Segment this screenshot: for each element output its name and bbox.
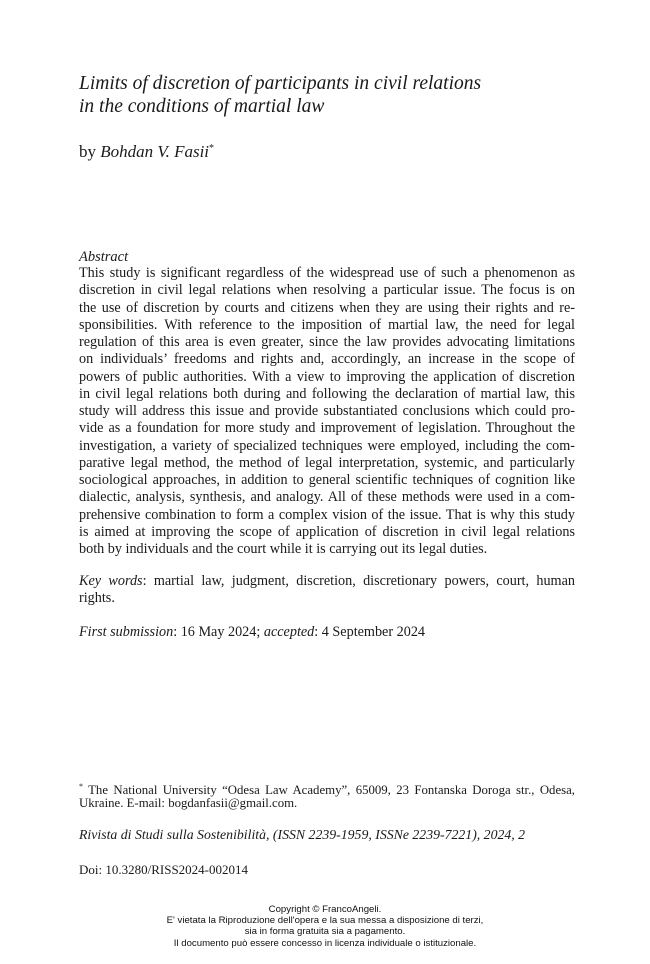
author-name: Bohdan V. Fasii	[100, 142, 210, 161]
abstract-line: on individuals’ freedoms and rights and, accordingly, an increase in the scope of	[79, 351, 575, 368]
keywords-list: : martial law, judgment, discretion, discretionary powers, court, human	[142, 573, 575, 589]
keywords-label: Key words	[79, 573, 143, 589]
copyright-line: sia in forma gratuita sia a pagamento.	[244, 926, 406, 938]
footnote-marker: *	[79, 782, 83, 791]
copyright-line: Copyright © FrancoAngeli.	[268, 904, 382, 915]
title-line: in the conditions of martial law	[79, 96, 325, 117]
abstract-text	[79, 265, 575, 558]
abstract-line: discretion in civil legal relations when resolving a particular issue. The focus is on	[79, 282, 575, 299]
abstract-line: This study is significant regardless of the widespread use of such a phenomenon as	[79, 265, 575, 281]
byline-prefix: by	[79, 142, 96, 161]
abstract-line: in civil legal relations both during and following the declaration of martial law, this	[79, 385, 575, 402]
abstract-line: vide as a foundation for more study and improvement of legislation. Throughout the	[79, 420, 575, 437]
abstract-line: dialectic, analysis, synthesis, and analogy. All of these methods were used in a com-	[79, 489, 575, 506]
keywords	[79, 573, 575, 608]
copyright-line: Il documento può essere concesso in licenza individuale o istituzionale.	[173, 937, 477, 949]
first-submission-label: First submission	[79, 624, 174, 640]
abstract-line: parative legal method, the method of legal interpretation, systemic, and particularly	[79, 454, 575, 471]
abstract-line: prehensive combination to form a complex vision of the issue. That is why this study	[79, 506, 575, 523]
copyright-notice	[0, 904, 650, 949]
accepted-label: accepted	[263, 624, 315, 640]
abstract-line: study will address this issue and provide substantiated conclusions which could pro-	[79, 403, 575, 419]
keywords-line-2: rights.	[79, 590, 115, 607]
title-line: Limits of discretion of participants in civil relations	[79, 73, 482, 94]
footnote-marker: *	[209, 143, 215, 154]
footnote-line	[79, 779, 575, 795]
abstract-line: investigation, a variety of specialized techniques were employed, including the com-	[79, 437, 575, 454]
doi: Doi: 10.3280/RISS2024-002014	[79, 862, 249, 877]
abstract-line: powers of public authorities. With a view to improving the application of discretion	[79, 368, 575, 385]
abstract-line: regulation of this area is even greater, since the law provides advocating limitations	[79, 334, 575, 350]
article-first-page	[79, 0, 575, 964]
copyright-line: E' vietata la Riproduzione dell'opera e la sua messa a disposizione di terzi,	[166, 915, 484, 927]
abstract-line: is aimed at improving the scope of application of discretion in civil legal relations	[79, 523, 575, 540]
article-title	[79, 72, 575, 118]
abstract-line: the use of discretion by courts and citizens when they are using their rights and re-	[79, 299, 575, 316]
first-submission-date: : 16 May 2024;	[173, 624, 264, 640]
journal-citation: Rivista di Studi sulla Sostenibilità, (ISSN 2239-1959, ISSNe 2239-7221), 2024, 2	[79, 827, 526, 842]
abstract-line: both by individuals and the court while it is carrying out its legal duties.	[79, 541, 488, 557]
submission-dates	[79, 624, 425, 641]
abstract-line: sociological approaches, in addition to general scientific techniques of cognition like	[79, 472, 575, 488]
footnote-text: The National University “Odesa Law Academy”, 65009, 23 Fontanska Doroga str., Odesa,	[83, 783, 575, 797]
author-affiliation-footnote	[79, 779, 575, 811]
keywords-line	[79, 573, 575, 590]
author-byline	[79, 139, 214, 162]
accepted-date: : 4 September 2024	[314, 624, 426, 640]
abstract-heading: Abstract	[79, 249, 129, 265]
footnote-line-2: Ukraine. E-mail: bogdanfasii@gmail.com.	[79, 796, 298, 810]
abstract-line: sponsibilities. With reference to the imposition of martial law, the need for legal	[79, 316, 575, 333]
